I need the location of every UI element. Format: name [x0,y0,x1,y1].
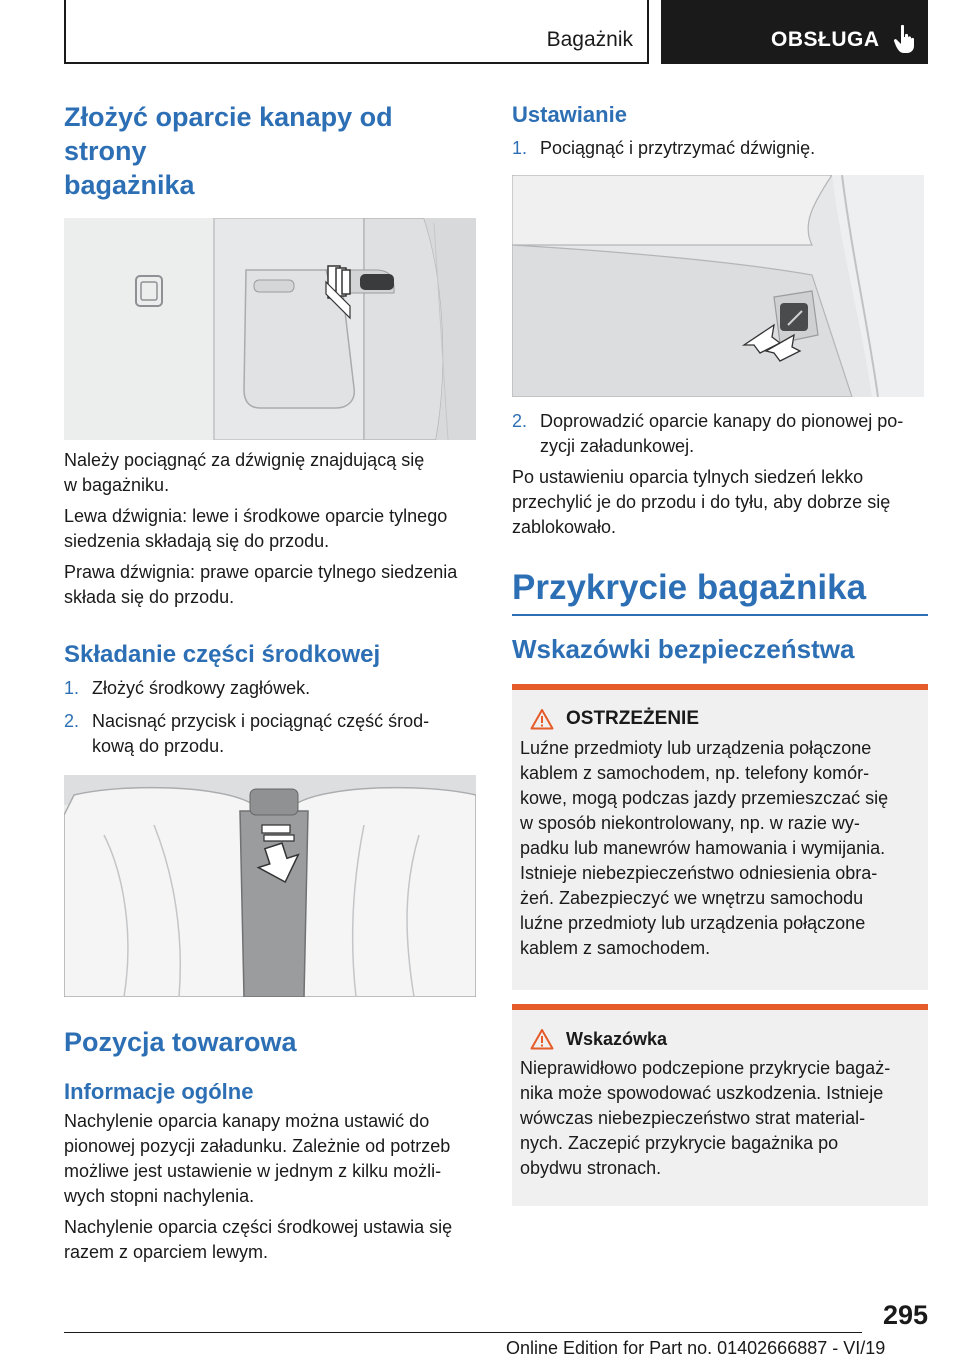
left-column [64,100,476,1265]
paragraph-right-lever: Prawa dźwignia: prawe oparcie tylnego siedzenia składa się do przodu. [64,562,458,607]
chapter-title-cargo-cover: Przykrycie bagażnika [512,568,867,607]
header-chapter-label: OBSŁUGA [771,28,880,51]
rear-seat-illustration [64,775,476,997]
section-title-fold-backrest: Złożyć oparcie kanapy od strony bagażnika [64,102,393,200]
notice-heading: Wskazówka [520,1028,920,1050]
trunk-lever-illustration [64,218,476,440]
step-item: 2. Nacisnąć przycisk i pociągnąć część środ‐ kową do przodu. [64,711,430,756]
warning-triangle-icon [530,708,554,730]
warning-triangle-icon [530,1028,554,1050]
paragraph-center-tilt: Nachylenie oparcia części środkowej ustawia się razem z oparciem lewym. [64,1217,453,1262]
warning-text: Luźne przedmioty lub urządzenia połączone kablem z samochodem, np. telefony komór‐ kowe, mogą podczas jazdy przemieszczać się w sposób niekontrolowany, np. w razie wy‐ padku lub manewrów hamowania i wymijania. Istnieje niebezpieczeństwo odniesienia obra‐ żeń. Zabezpieczyć we wnętrzu samochodu luźne przedmioty lub urządzenia połączone kablem z samochodem. [520,738,889,958]
header-section-title: Bagażnik [546,28,633,51]
page-number: 295 [882,1300,928,1330]
figure-trunk-lever [64,218,476,440]
paragraph-after-adjust: Po ustawieniu oparcia tylnych siedzeń lekko przechylić je do przodu i do tyłu, aby dobrze się zablokowało. [512,467,891,537]
section-title-safety: Wskazówki bezpieczeństwa [512,634,855,664]
paragraph-left-lever: Lewa dźwignia: lewe i środkowe oparcie tylnego siedzenia składają się do przodu. [64,506,448,551]
footer-edition: Online Edition for Part no. 01402666887 - VI/19 [506,1338,886,1358]
paragraph-tilt-adjust: Nachylenie oparcia kanapy można ustawić do pionowej pozycji załadunku. Zależnie od potrzeb możliwe jest ustawienie w jednym z kilku możli‐ wych stopni nachylenia. [64,1111,451,1206]
figure-rear-seat-center [64,775,476,997]
seat-lever-illustration [512,175,924,397]
notice-box [512,1004,928,1206]
header-chapter-tab [661,0,928,64]
chapter-title-rule [512,614,928,616]
figure-seat-lever [512,175,924,397]
section-title-cargo-position: Pozycja towarowa [64,1027,297,1057]
footer-rule [64,1332,862,1333]
right-column [512,100,928,1206]
subsection-title-adjusting: Ustawianie [512,102,627,127]
header-section-box [64,0,649,64]
notice-text: Nieprawidłowo podczepione przykrycie bagaż‐ nika może spowodować uszkodzenia. Istnieje wówczas niebezpieczeństwo strat material‐ nych. Zaczepić przykrycie bagażnika po obydwu stronach. [520,1058,891,1178]
paragraph-lever-location: Należy pociągnąć za dźwignię znajdującą się w bagażniku. [64,450,425,495]
step-item: 2. Doprowadzić oparcie kanapy do pionowej po‐ zycji załadunkowej. [512,411,904,456]
step-item: 1. Pociągnąć i przytrzymać dźwignię. [512,138,816,158]
hand-pointer-icon [893,24,917,54]
warning-heading: OSTRZEŻENIE [520,708,920,730]
steps-center-fold [64,676,476,759]
subsection-title-center-fold: Składanie części środkowej [64,641,381,668]
warning-box [512,684,928,990]
step-item: 1. Złożyć środkowy zagłówek. [64,678,311,698]
subsection-title-general-info: Informacje ogólne [64,1079,254,1104]
